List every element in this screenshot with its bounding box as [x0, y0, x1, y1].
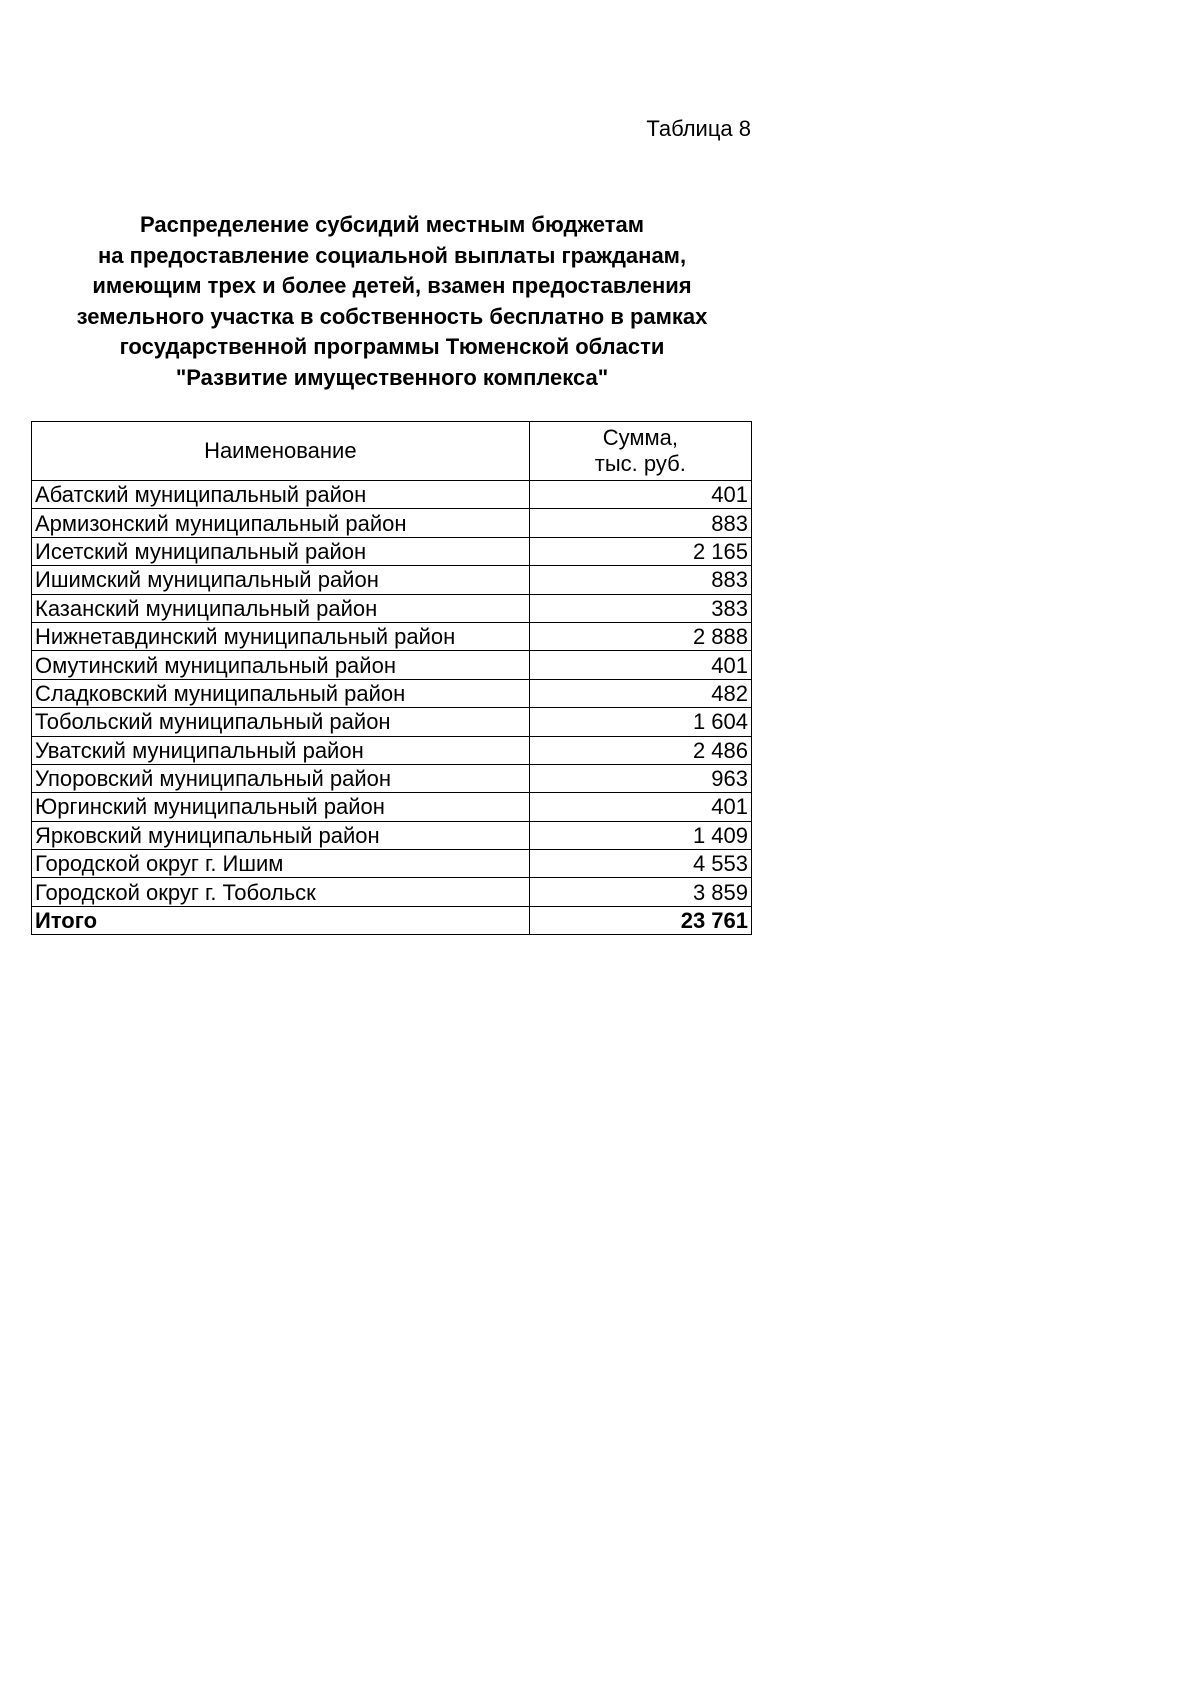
row-value: 883	[529, 566, 751, 594]
header-name: Наименование	[32, 422, 530, 481]
row-value: 401	[529, 651, 751, 679]
row-name: Тобольский муниципальный район	[32, 708, 530, 736]
table-row	[32, 651, 752, 679]
title-line: земельного участка в собственность бесплатно в рамках	[76, 303, 708, 329]
row-name: Армизонский муниципальный район	[32, 509, 530, 537]
row-value: 383	[529, 594, 751, 622]
table-row	[32, 594, 752, 622]
row-name: Ярковский муниципальный район	[32, 821, 530, 849]
row-value: 1 604	[529, 708, 751, 736]
row-name: Сладковский муниципальный район	[32, 679, 530, 707]
row-name: Уватский муниципальный район	[32, 736, 530, 764]
total-row	[32, 906, 752, 934]
row-value: 401	[529, 793, 751, 821]
header-sum	[529, 422, 751, 481]
table-row	[32, 622, 752, 650]
total-label: Итого	[32, 906, 530, 934]
row-name: Исетский муниципальный район	[32, 537, 530, 565]
table-row	[32, 537, 752, 565]
row-value: 401	[529, 481, 751, 509]
row-name: Омутинский муниципальный район	[32, 651, 530, 679]
row-value: 963	[529, 764, 751, 792]
table-row	[32, 821, 752, 849]
title-line: государственной программы Тюменской области	[119, 334, 665, 359]
row-value: 2 888	[529, 622, 751, 650]
table-row	[32, 878, 752, 906]
row-value: 2 486	[529, 736, 751, 764]
row-name: Упоровский муниципальный район	[32, 764, 530, 792]
table-header-row	[32, 422, 752, 481]
row-name: Абатский муниципальный район	[32, 481, 530, 509]
row-value: 1 409	[529, 821, 751, 849]
title-line: имеющим трех и более детей, взамен предоставления	[92, 273, 692, 298]
table-row	[32, 850, 752, 878]
subsidy-table	[31, 421, 752, 935]
row-name: Юргинский муниципальный район	[32, 793, 530, 821]
table-row	[32, 566, 752, 594]
table-row	[32, 679, 752, 707]
row-name: Нижнетавдинский муниципальный район	[32, 622, 530, 650]
table-row	[32, 793, 752, 821]
table-row	[32, 509, 752, 537]
table-row	[32, 481, 752, 509]
header-sum-line2: тыс. руб.	[594, 451, 686, 476]
row-value: 4 553	[529, 850, 751, 878]
row-value: 883	[529, 509, 751, 537]
row-value: 3 859	[529, 878, 751, 906]
title-line: на предоставление социальной выплаты гражданам,	[97, 242, 687, 268]
title-line: "Развитие имущественного комплекса"	[175, 364, 609, 390]
document-title	[32, 210, 752, 393]
title-line: Распределение субсидий местным бюджетам	[139, 212, 645, 237]
row-name: Городской округ г. Тобольск	[32, 878, 530, 906]
table-row	[32, 708, 752, 736]
header-sum-line1: Сумма,	[602, 425, 678, 450]
row-name: Ишимский муниципальный район	[32, 566, 530, 594]
table-row	[32, 736, 752, 764]
table-row	[32, 764, 752, 792]
total-value: 23 761	[529, 906, 751, 934]
row-name: Городской округ г. Ишим	[32, 850, 530, 878]
row-value: 482	[529, 679, 751, 707]
row-value: 2 165	[529, 537, 751, 565]
row-name: Казанский муниципальный район	[32, 594, 530, 622]
table-number: Таблица 8	[646, 116, 751, 141]
